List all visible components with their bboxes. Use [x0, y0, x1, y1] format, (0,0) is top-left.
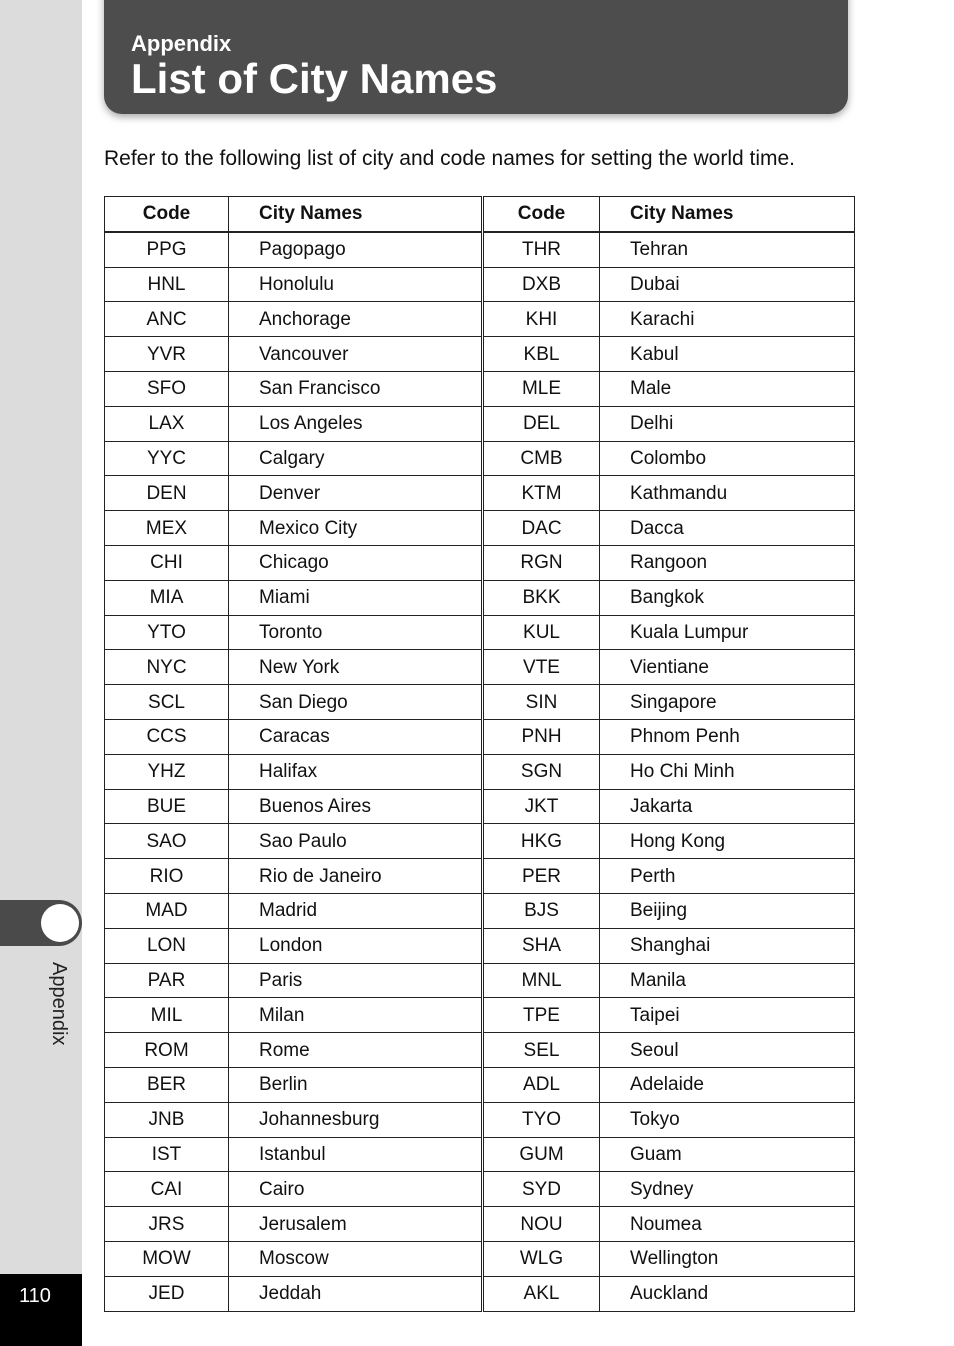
cell-city-name: Los Angeles	[229, 406, 483, 441]
cell-code: ROM	[105, 1033, 229, 1068]
cell-code: SHA	[483, 928, 600, 963]
cell-code: SFO	[105, 371, 229, 406]
cell-code: YVR	[105, 337, 229, 372]
table-row	[105, 267, 855, 302]
cell-city-name: Guam	[600, 1137, 855, 1172]
cell-code: SIN	[483, 685, 600, 720]
page-title: List of City Names	[131, 55, 498, 102]
cell-code: WLG	[483, 1241, 600, 1276]
sidebar-label-text: Appendix	[48, 962, 70, 1046]
cell-code: MNL	[483, 963, 600, 998]
cell-city-name: Adelaide	[600, 1067, 855, 1102]
cell-code: MIL	[105, 998, 229, 1033]
cell-code: BJS	[483, 893, 600, 928]
table-row	[105, 685, 855, 720]
cell-city-name: Phnom Penh	[600, 719, 855, 754]
sidebar-section-label	[34, 962, 84, 1062]
cell-city-name: Caracas	[229, 719, 483, 754]
cell-city-name: Moscow	[229, 1241, 483, 1276]
table-row	[105, 998, 855, 1033]
cell-code: PER	[483, 859, 600, 894]
cell-code: DEN	[105, 476, 229, 511]
table-row	[105, 824, 855, 859]
cell-code: SEL	[483, 1033, 600, 1068]
cell-city-name: Auckland	[600, 1276, 855, 1311]
cell-code: YYC	[105, 441, 229, 476]
table-row	[105, 928, 855, 963]
table-row	[105, 1241, 855, 1276]
cell-code: SCL	[105, 685, 229, 720]
cell-city-name: Shanghai	[600, 928, 855, 963]
cell-code: BKK	[483, 580, 600, 615]
cell-city-name: Halifax	[229, 754, 483, 789]
table-header-row	[105, 197, 855, 232]
table-row	[105, 650, 855, 685]
table-row	[105, 1102, 855, 1137]
cell-code: CMB	[483, 441, 600, 476]
page-number: 110	[19, 1285, 51, 1307]
cell-code: HKG	[483, 824, 600, 859]
cell-code: THR	[483, 232, 600, 267]
cell-code: KBL	[483, 337, 600, 372]
table-body	[105, 232, 855, 1311]
cell-code: IST	[105, 1137, 229, 1172]
cell-code: YHZ	[105, 754, 229, 789]
cell-code: TPE	[483, 998, 600, 1033]
cell-code: AKL	[483, 1276, 600, 1311]
cell-code: NYC	[105, 650, 229, 685]
cell-city-name: Kathmandu	[600, 476, 855, 511]
cell-code: RGN	[483, 545, 600, 580]
cell-code: HNL	[105, 267, 229, 302]
table-row	[105, 789, 855, 824]
cell-code: SGN	[483, 754, 600, 789]
cell-code: JKT	[483, 789, 600, 824]
cell-code: BER	[105, 1067, 229, 1102]
cell-code: SAO	[105, 824, 229, 859]
cell-code: PAR	[105, 963, 229, 998]
cell-city-name: Singapore	[600, 685, 855, 720]
cell-city-name: Johannesburg	[229, 1102, 483, 1137]
cell-city-name: Honolulu	[229, 267, 483, 302]
cell-code: CCS	[105, 719, 229, 754]
cell-code: DEL	[483, 406, 600, 441]
table-row	[105, 1067, 855, 1102]
column-header-city: City Names	[229, 197, 483, 232]
cell-city-name: Madrid	[229, 893, 483, 928]
cell-city-name: Sydney	[600, 1172, 855, 1207]
cell-city-name: Beijing	[600, 893, 855, 928]
cell-city-name: Perth	[600, 859, 855, 894]
table-row	[105, 1172, 855, 1207]
cell-city-name: Chicago	[229, 545, 483, 580]
cell-city-name: Vancouver	[229, 337, 483, 372]
cell-city-name: Paris	[229, 963, 483, 998]
cell-code: GUM	[483, 1137, 600, 1172]
cell-city-name: Taipei	[600, 998, 855, 1033]
cell-code: JRS	[105, 1207, 229, 1242]
cell-city-name: Toronto	[229, 615, 483, 650]
cell-city-name: Jerusalem	[229, 1207, 483, 1242]
cell-city-name: Wellington	[600, 1241, 855, 1276]
section-subtitle: Appendix	[131, 31, 232, 56]
cell-city-name: Miami	[229, 580, 483, 615]
cell-city-name: Karachi	[600, 302, 855, 337]
cell-code: ADL	[483, 1067, 600, 1102]
cell-city-name: Tokyo	[600, 1102, 855, 1137]
cell-code: KUL	[483, 615, 600, 650]
cell-city-name: Bangkok	[600, 580, 855, 615]
table-row	[105, 754, 855, 789]
cell-city-name: Dubai	[600, 267, 855, 302]
cell-code: JNB	[105, 1102, 229, 1137]
cell-code: SYD	[483, 1172, 600, 1207]
table-row	[105, 476, 855, 511]
table-row	[105, 232, 855, 267]
cell-city-name: Dacca	[600, 511, 855, 546]
cell-code: DAC	[483, 511, 600, 546]
cell-city-name: Kuala Lumpur	[600, 615, 855, 650]
cell-city-name: Manila	[600, 963, 855, 998]
cell-city-name: Rome	[229, 1033, 483, 1068]
cell-city-name: Rio de Janeiro	[229, 859, 483, 894]
cell-code: BUE	[105, 789, 229, 824]
cell-city-name: Seoul	[600, 1033, 855, 1068]
cell-code: RIO	[105, 859, 229, 894]
intro-text: Refer to the following list of city and code names for setting the world time.	[104, 147, 796, 170]
cell-code: MAD	[105, 893, 229, 928]
table-row	[105, 1207, 855, 1242]
cell-city-name: Hong Kong	[600, 824, 855, 859]
cell-code: MOW	[105, 1241, 229, 1276]
cell-city-name: Male	[600, 371, 855, 406]
cell-city-name: San Diego	[229, 685, 483, 720]
cell-code: TYO	[483, 1102, 600, 1137]
cell-city-name: Noumea	[600, 1207, 855, 1242]
cell-code: PNH	[483, 719, 600, 754]
cell-city-name: Calgary	[229, 441, 483, 476]
table-row	[105, 859, 855, 894]
sidebar	[0, 0, 82, 1346]
cell-city-name: Cairo	[229, 1172, 483, 1207]
cell-code: MLE	[483, 371, 600, 406]
cell-code: YTO	[105, 615, 229, 650]
chapter-dot-icon	[41, 904, 79, 942]
table-row	[105, 719, 855, 754]
cell-code: LON	[105, 928, 229, 963]
city-table	[104, 196, 855, 1312]
cell-code: PPG	[105, 232, 229, 267]
cell-code: CHI	[105, 545, 229, 580]
cell-code: MIA	[105, 580, 229, 615]
cell-city-name: Denver	[229, 476, 483, 511]
cell-code: KTM	[483, 476, 600, 511]
cell-code: NOU	[483, 1207, 600, 1242]
cell-code: DXB	[483, 267, 600, 302]
column-header-code: Code	[105, 197, 229, 232]
cell-city-name: Vientiane	[600, 650, 855, 685]
cell-code: KHI	[483, 302, 600, 337]
cell-city-name: Rangoon	[600, 545, 855, 580]
table-row	[105, 441, 855, 476]
table-row	[105, 302, 855, 337]
table-row	[105, 1033, 855, 1068]
cell-code: ANC	[105, 302, 229, 337]
cell-city-name: San Francisco	[229, 371, 483, 406]
cell-code: LAX	[105, 406, 229, 441]
cell-city-name: Delhi	[600, 406, 855, 441]
cell-city-name: London	[229, 928, 483, 963]
table-row	[105, 545, 855, 580]
table-row	[105, 406, 855, 441]
column-header-code: Code	[483, 197, 600, 232]
cell-city-name: Jeddah	[229, 1276, 483, 1311]
cell-city-name: Anchorage	[229, 302, 483, 337]
table-row	[105, 337, 855, 372]
table-row	[105, 615, 855, 650]
cell-city-name: Jakarta	[600, 789, 855, 824]
cell-city-name: Colombo	[600, 441, 855, 476]
table-row	[105, 893, 855, 928]
table-row	[105, 1276, 855, 1311]
cell-city-name: Berlin	[229, 1067, 483, 1102]
table-row	[105, 1137, 855, 1172]
cell-code: MEX	[105, 511, 229, 546]
cell-city-name: Milan	[229, 998, 483, 1033]
cell-city-name: Pagopago	[229, 232, 483, 267]
cell-city-name: Ho Chi Minh	[600, 754, 855, 789]
cell-code: CAI	[105, 1172, 229, 1207]
cell-city-name: Kabul	[600, 337, 855, 372]
cell-code: VTE	[483, 650, 600, 685]
cell-city-name: Sao Paulo	[229, 824, 483, 859]
cell-city-name: Buenos Aires	[229, 789, 483, 824]
table-row	[105, 371, 855, 406]
column-header-city: City Names	[600, 197, 855, 232]
cell-city-name: New York	[229, 650, 483, 685]
table-row	[105, 511, 855, 546]
table-row	[105, 963, 855, 998]
cell-city-name: Tehran	[600, 232, 855, 267]
cell-city-name: Istanbul	[229, 1137, 483, 1172]
cell-city-name: Mexico City	[229, 511, 483, 546]
table-row	[105, 580, 855, 615]
cell-code: JED	[105, 1276, 229, 1311]
